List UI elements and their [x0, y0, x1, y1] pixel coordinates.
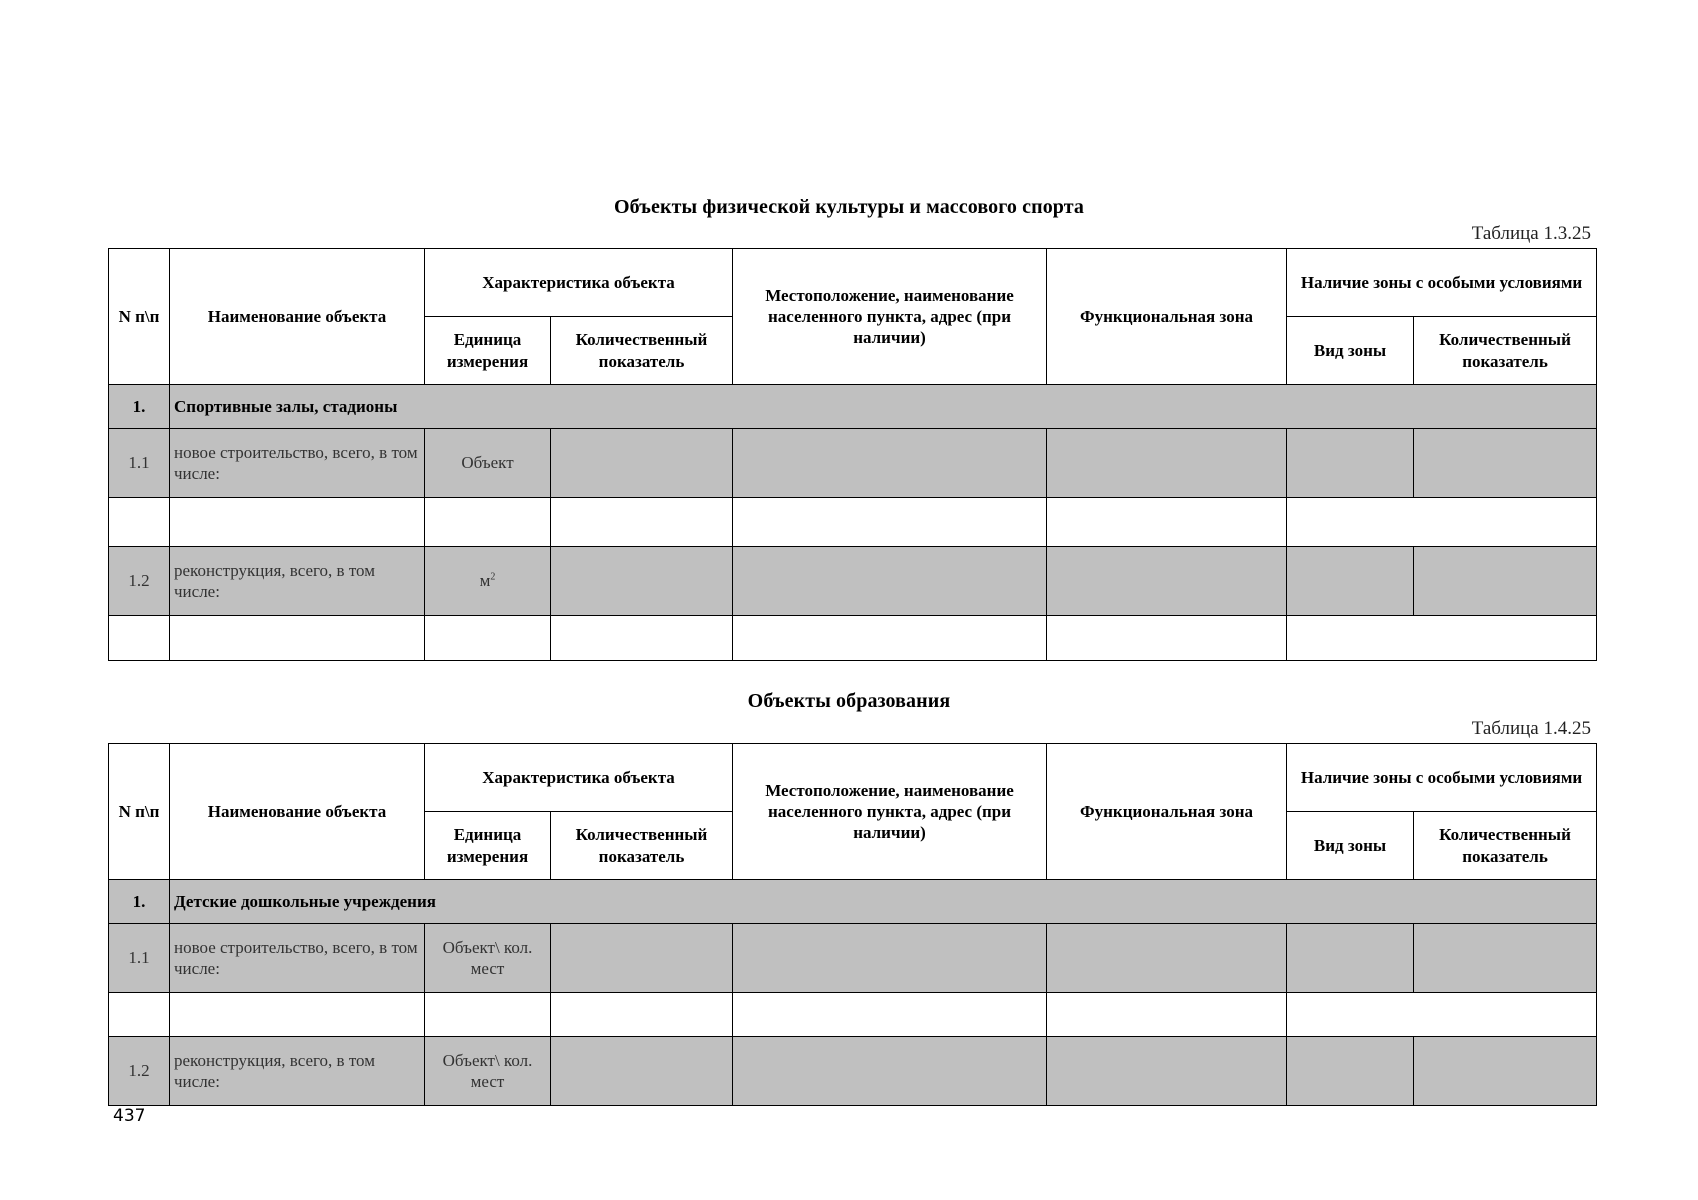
row-num: 1.2: [109, 547, 170, 616]
row-zone-type-cell[interactable]: [1287, 924, 1414, 993]
row-quantity-cell[interactable]: [551, 1037, 733, 1106]
header-location: Местоположение, наименование населенного пункта, адрес (при наличии): [733, 249, 1047, 385]
row-functional-zone-cell[interactable]: [1047, 1037, 1287, 1106]
header-n: N п\п: [109, 249, 170, 385]
empty-cell[interactable]: [425, 498, 551, 547]
table-2-number: Таблица 1.4.25: [1471, 718, 1591, 739]
table-2-title: Объекты образования: [747, 690, 951, 712]
header-functional-zone: Функциональная зона: [1047, 249, 1287, 385]
empty-cell[interactable]: [1047, 616, 1287, 661]
row-name: реконструкция, всего, в том числе:: [170, 547, 425, 616]
row-unit: Объект\ кол. мест: [425, 924, 551, 993]
empty-cell[interactable]: [551, 498, 733, 547]
empty-cell[interactable]: [733, 616, 1047, 661]
header-zone: Наличие зоны с особыми условиями: [1287, 249, 1597, 317]
row-name: реконструкция, всего, в том числе:: [170, 1037, 425, 1106]
empty-cell[interactable]: [170, 993, 425, 1037]
empty-cell[interactable]: [551, 616, 733, 661]
empty-cell[interactable]: [425, 993, 551, 1037]
empty-cell[interactable]: [551, 993, 733, 1037]
row-num: 1.2: [109, 1037, 170, 1106]
empty-cell[interactable]: [1047, 993, 1287, 1037]
row-name: новое строительство, всего, в том числе:: [170, 924, 425, 993]
table-1: [108, 248, 1597, 661]
row-functional-zone-cell[interactable]: [1047, 429, 1287, 498]
row-name: новое строительство, всего, в том числе:: [170, 429, 425, 498]
row-unit: [425, 547, 551, 616]
row-num: 1.1: [109, 429, 170, 498]
row-quantity-cell[interactable]: [551, 924, 733, 993]
header-characteristic: Характеристика объекта: [425, 744, 733, 812]
empty-cell[interactable]: [733, 498, 1047, 547]
row-zone-type-cell[interactable]: [1287, 547, 1414, 616]
header-zone: Наличие зоны с особыми условиями: [1287, 744, 1597, 812]
header-name: Наименование объекта: [170, 744, 425, 880]
row-functional-zone-cell[interactable]: [1047, 924, 1287, 993]
section-name: Детские дошкольные учреждения: [170, 880, 1597, 924]
row-functional-zone-cell[interactable]: [1047, 547, 1287, 616]
empty-cell[interactable]: [1287, 616, 1597, 661]
row-zone-quantity-cell[interactable]: [1414, 547, 1597, 616]
header-zone-quantity: Количественный показатель: [1414, 812, 1597, 880]
empty-cell[interactable]: [1287, 993, 1597, 1037]
header-location: Местоположение, наименование населенного пункта, адрес (при наличии): [733, 744, 1047, 880]
page-number: 437: [113, 1106, 146, 1126]
header-quantity: Количественный показатель: [551, 317, 733, 385]
unit-text: м: [479, 571, 491, 591]
header-zone-quantity: Количественный показатель: [1414, 317, 1597, 385]
empty-cell[interactable]: [1047, 498, 1287, 547]
row-quantity-cell[interactable]: [551, 429, 733, 498]
header-quantity: Количественный показатель: [551, 812, 733, 880]
empty-cell[interactable]: [109, 498, 170, 547]
row-location-cell[interactable]: [733, 547, 1047, 616]
row-location-cell[interactable]: [733, 429, 1047, 498]
empty-cell[interactable]: [733, 993, 1047, 1037]
header-zone-type: Вид зоны: [1287, 317, 1414, 385]
row-unit: Объект: [425, 429, 551, 498]
row-unit: Объект\ кол. мест: [425, 1037, 551, 1106]
header-n: N п\п: [109, 744, 170, 880]
row-zone-quantity-cell[interactable]: [1414, 1037, 1597, 1106]
section-num: 1.: [109, 880, 170, 924]
table-1-title: Объекты физической культуры и массового спорта: [613, 196, 1085, 218]
row-zone-type-cell[interactable]: [1287, 1037, 1414, 1106]
empty-cell[interactable]: [109, 616, 170, 661]
header-characteristic: Характеристика объекта: [425, 249, 733, 317]
empty-cell[interactable]: [170, 616, 425, 661]
empty-cell[interactable]: [1287, 498, 1597, 547]
row-quantity-cell[interactable]: [551, 547, 733, 616]
row-location-cell[interactable]: [733, 924, 1047, 993]
empty-cell[interactable]: [425, 616, 551, 661]
table-1-number: Таблица 1.3.25: [1471, 223, 1591, 244]
row-num: 1.1: [109, 924, 170, 993]
table-2: [108, 743, 1597, 1106]
empty-cell[interactable]: [109, 993, 170, 1037]
row-zone-quantity-cell[interactable]: [1414, 924, 1597, 993]
header-name: Наименование объекта: [170, 249, 425, 385]
row-zone-type-cell[interactable]: [1287, 429, 1414, 498]
header-unit: Единица измерения: [425, 812, 551, 880]
section-name: Спортивные залы, стадионы: [170, 385, 1597, 429]
empty-cell[interactable]: [170, 498, 425, 547]
header-zone-type: Вид зоны: [1287, 812, 1414, 880]
header-unit: Единица измерения: [425, 317, 551, 385]
unit-superscript: 2: [490, 571, 496, 583]
row-location-cell[interactable]: [733, 1037, 1047, 1106]
row-zone-quantity-cell[interactable]: [1414, 429, 1597, 498]
section-num: 1.: [109, 385, 170, 429]
header-functional-zone: Функциональная зона: [1047, 744, 1287, 880]
